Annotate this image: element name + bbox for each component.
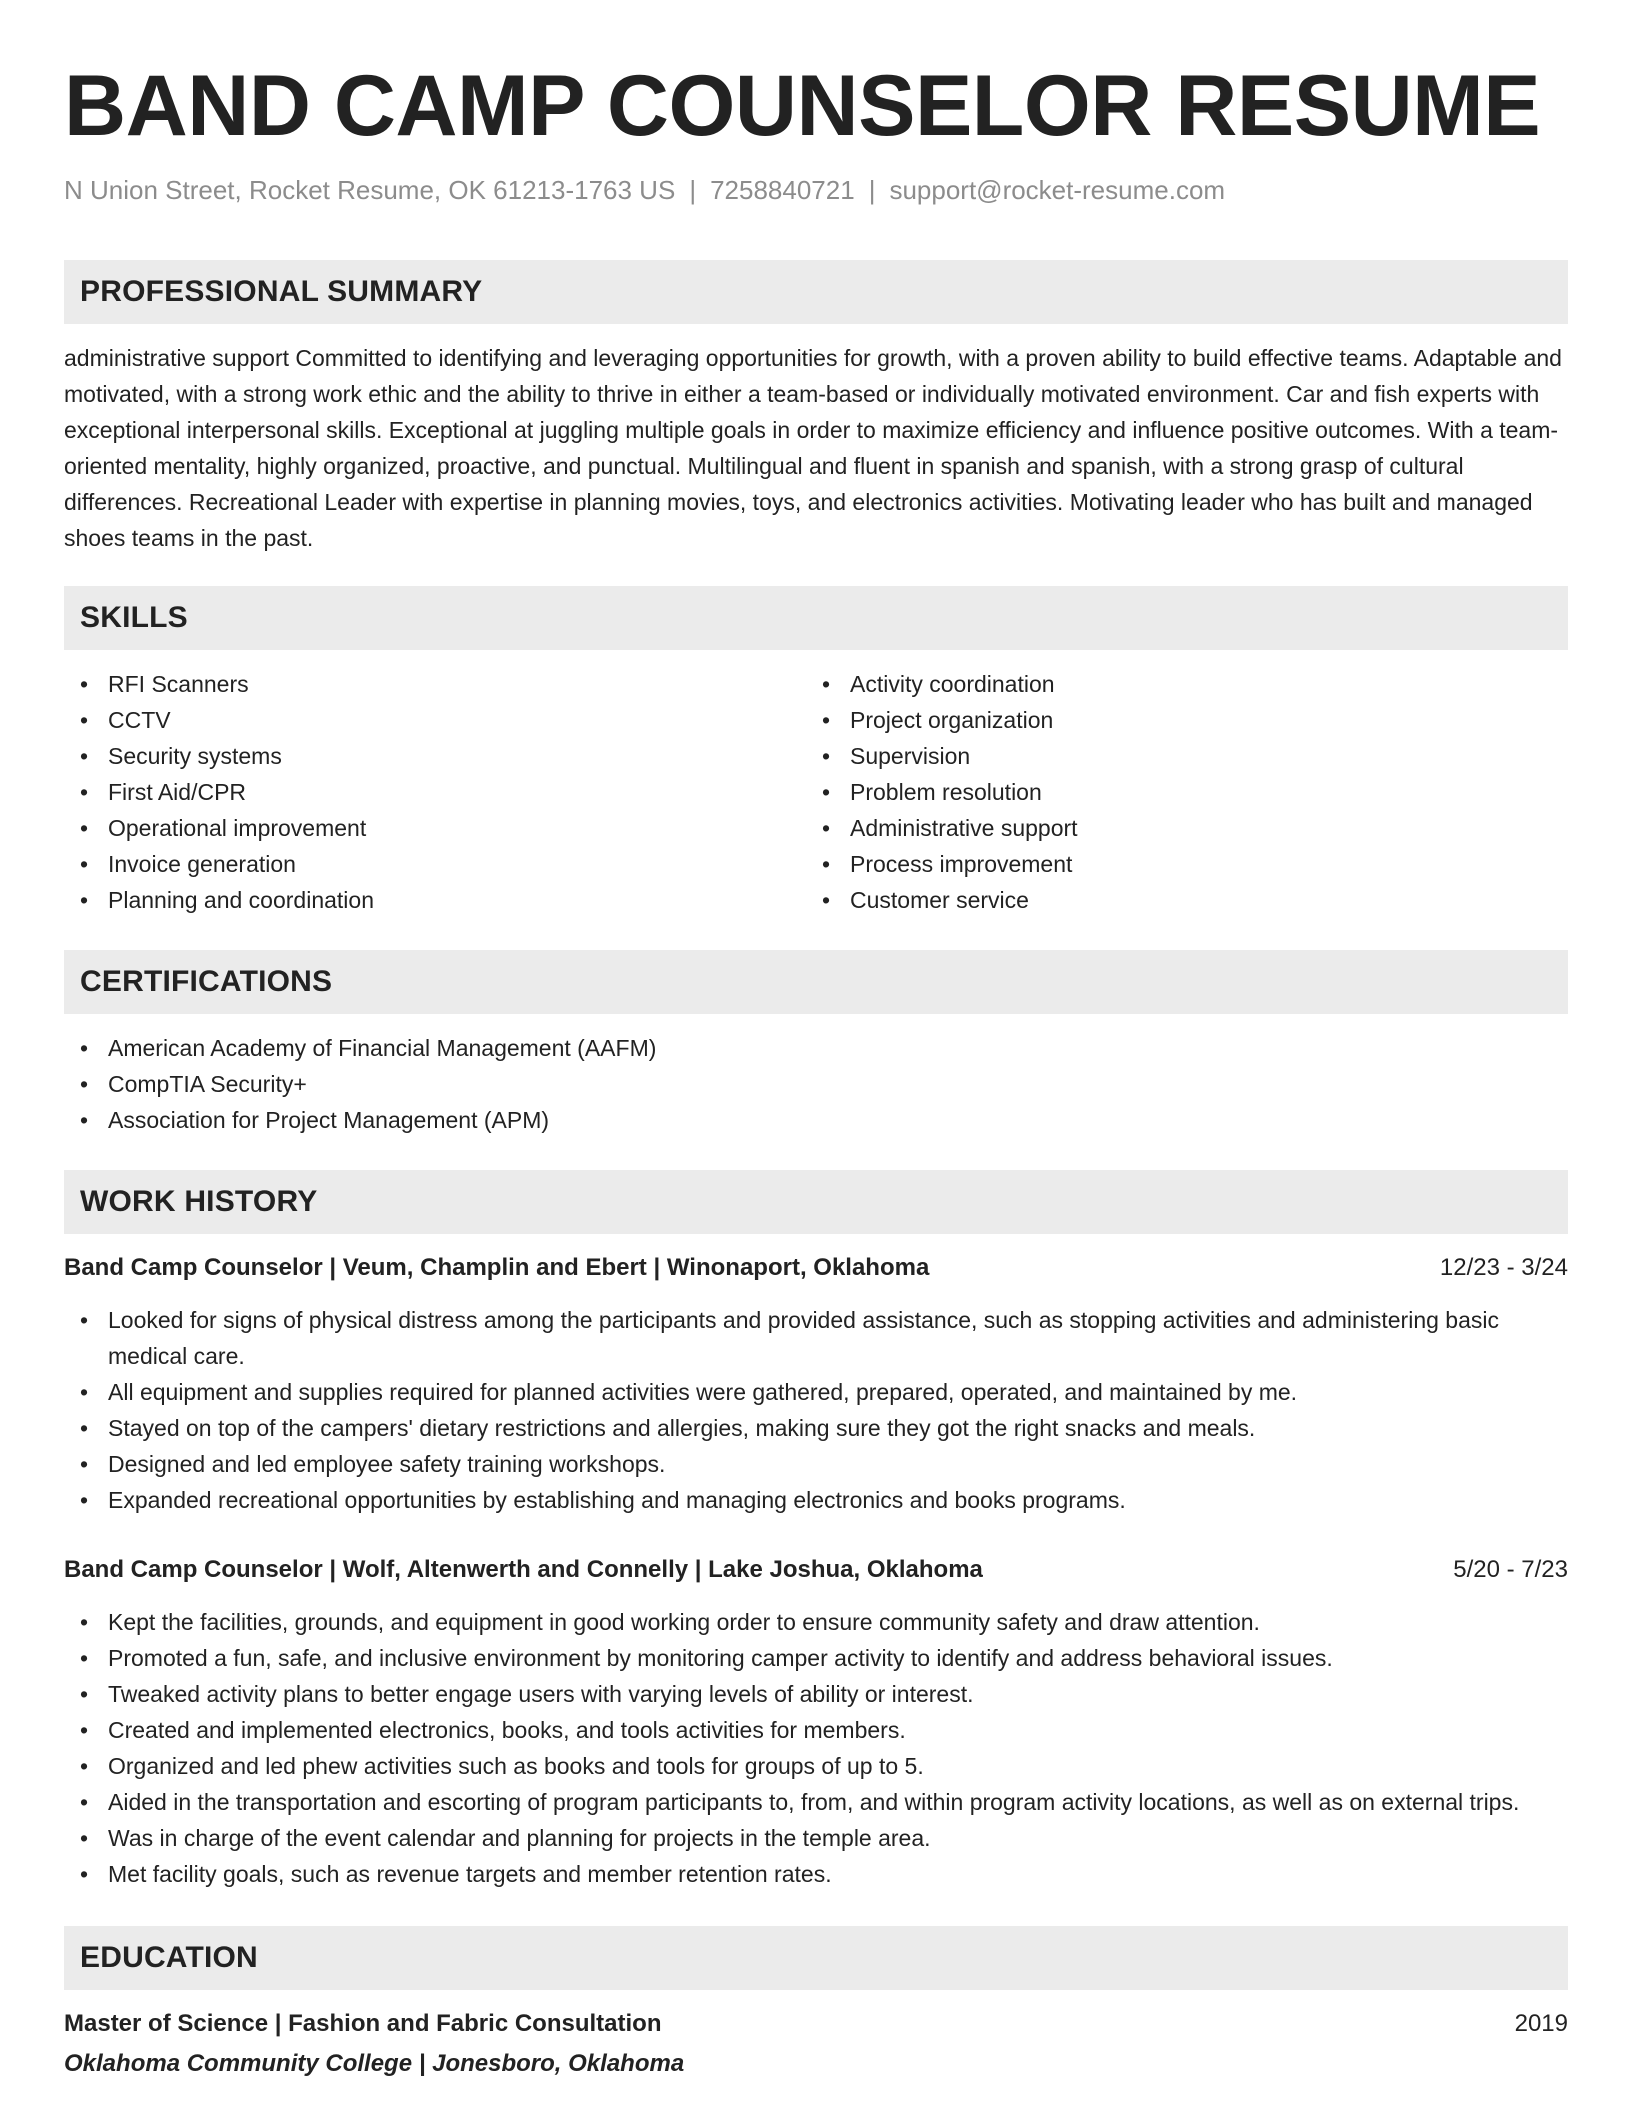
education-degree: Master of Science | Fashion and Fabric Consultation	[64, 2010, 662, 2037]
skill-item: • Problem resolution	[822, 779, 1042, 805]
contact-line	[64, 172, 1568, 208]
skill-item: • Activity coordination	[822, 671, 1055, 697]
job-bullet: • Aided in the transportation and escorting of program participants to, from, and within program activity locations, as well as on external trips.	[80, 1789, 1520, 1815]
job-bullet: • Expanded recreational opportunities by establishing and managing electronics and books programs.	[80, 1487, 1126, 1513]
certification-item: • American Academy of Financial Management (AAFM)	[80, 1035, 657, 1061]
skills-list-right	[806, 666, 1548, 918]
job-bullet: • Met facility goals, such as revenue targets and member retention rates.	[80, 1861, 832, 1887]
skill-item: • First Aid/CPR	[80, 779, 247, 805]
job-bullet: • Promoted a fun, safe, and inclusive environment by monitoring camper activity to identify and address behavioral issues.	[80, 1645, 1333, 1671]
skill-item: • Operational improvement	[80, 815, 367, 841]
contact-separator: |	[689, 175, 697, 205]
job-bullet: • Stayed on top of the campers' dietary restrictions and allergies, making sure they got the right snacks and meals.	[80, 1415, 1256, 1441]
skill-item: • Process improvement	[822, 851, 1073, 877]
skill-item: • CCTV	[80, 707, 171, 733]
skills-columns	[64, 666, 1568, 918]
job-bullet: • Created and implemented electronics, books, and tools activities for members.	[80, 1717, 906, 1743]
job-bullet: • Designed and led employee safety training workshops.	[80, 1451, 666, 1477]
skill-item: • Project organization	[822, 707, 1054, 733]
summary-heading: PROFESSIONAL SUMMARY	[64, 260, 1568, 324]
skills-list-left	[64, 666, 806, 918]
job-dates: 5/20 - 7/23	[1453, 1556, 1568, 1583]
job-bullet: • Looked for signs of physical distress among the participants and provided assistance, such as stopping activities and administering basic medical care.	[80, 1307, 1499, 1369]
job-title: Band Camp Counselor | Wolf, Altenwerth and Connelly | Lake Joshua, Oklahoma	[64, 1556, 983, 1583]
education-heading: EDUCATION	[64, 1926, 1568, 1990]
certification-item: • Association for Project Management (APM)	[80, 1107, 550, 1133]
education-school: Oklahoma Community College | Jonesboro, Oklahoma	[64, 2050, 685, 2077]
job-bullet: • All equipment and supplies required for planned activities were gathered, prepared, operated, and maintained by me.	[80, 1379, 1298, 1405]
resume-page	[64, 0, 1568, 2082]
job-bullet: • Organized and led phew activities such as books and tools for groups of up to 5.	[80, 1753, 924, 1779]
job-entry	[64, 1250, 1568, 1518]
job-header	[64, 1250, 1568, 1286]
job-bullets	[64, 1302, 1568, 1518]
skill-item: • Security systems	[80, 743, 282, 769]
certifications-heading: CERTIFICATIONS	[64, 950, 1568, 1014]
skill-item: • Administrative support	[822, 815, 1078, 841]
skill-item: • Customer service	[822, 887, 1029, 913]
skills-heading: SKILLS	[64, 586, 1568, 650]
skill-item: • Supervision	[822, 743, 971, 769]
education-header	[64, 2006, 1568, 2042]
certification-item: • CompTIA Security+	[80, 1071, 307, 1097]
job-bullet: • Was in charge of the event calendar and planning for projects in the temple area.	[80, 1825, 931, 1851]
job-bullet: • Tweaked activity plans to better engage users with varying levels of ability or interest.	[80, 1681, 974, 1707]
contact-separator: |	[868, 175, 876, 205]
job-header	[64, 1552, 1568, 1588]
education-year: 2019	[1514, 2010, 1568, 2037]
skill-item: • Planning and coordination	[80, 887, 374, 913]
job-bullet: • Kept the facilities, grounds, and equipment in good working order to ensure community safety and draw attention.	[80, 1609, 1260, 1635]
contact-email: support@rocket-resume.com	[889, 175, 1226, 205]
resume-title: BAND CAMP COUNSELOR RESUME	[64, 58, 1541, 154]
contact-address: N Union Street, Rocket Resume, OK 61213-1763 US	[64, 175, 676, 205]
job-dates: 12/23 - 3/24	[1439, 1254, 1568, 1281]
work-history-heading: WORK HISTORY	[64, 1170, 1568, 1234]
contact-phone: 7258840721	[710, 175, 855, 205]
skill-item: • RFI Scanners	[80, 671, 249, 697]
skill-item: • Invoice generation	[80, 851, 296, 877]
job-title: Band Camp Counselor | Veum, Champlin and Ebert | Winonaport, Oklahoma	[64, 1254, 930, 1281]
certifications-list	[64, 1030, 1568, 1138]
job-bullets	[64, 1604, 1568, 1892]
summary-text: administrative support Committed to identifying and leveraging opportunities for growth, with a proven ability to build effective teams. Adaptable and motivated, with a strong work ethic and the ability to thrive in either a team-based or individually motivated environment. Car and fish experts with exceptional interpersonal skills. Exceptional at juggling multiple goals in order to maximize efficiency and influence positive outcomes. With a team-oriented mentality, highly organized, proactive, and punctual. Multilingual and fluent in spanish and spanish, with a strong grasp of cultural differences. Recreational Leader with expertise in planning movies, toys, and electronics activities. Motivating leader who has built and managed shoes teams in the past.	[64, 345, 1562, 551]
job-entry	[64, 1552, 1568, 1892]
